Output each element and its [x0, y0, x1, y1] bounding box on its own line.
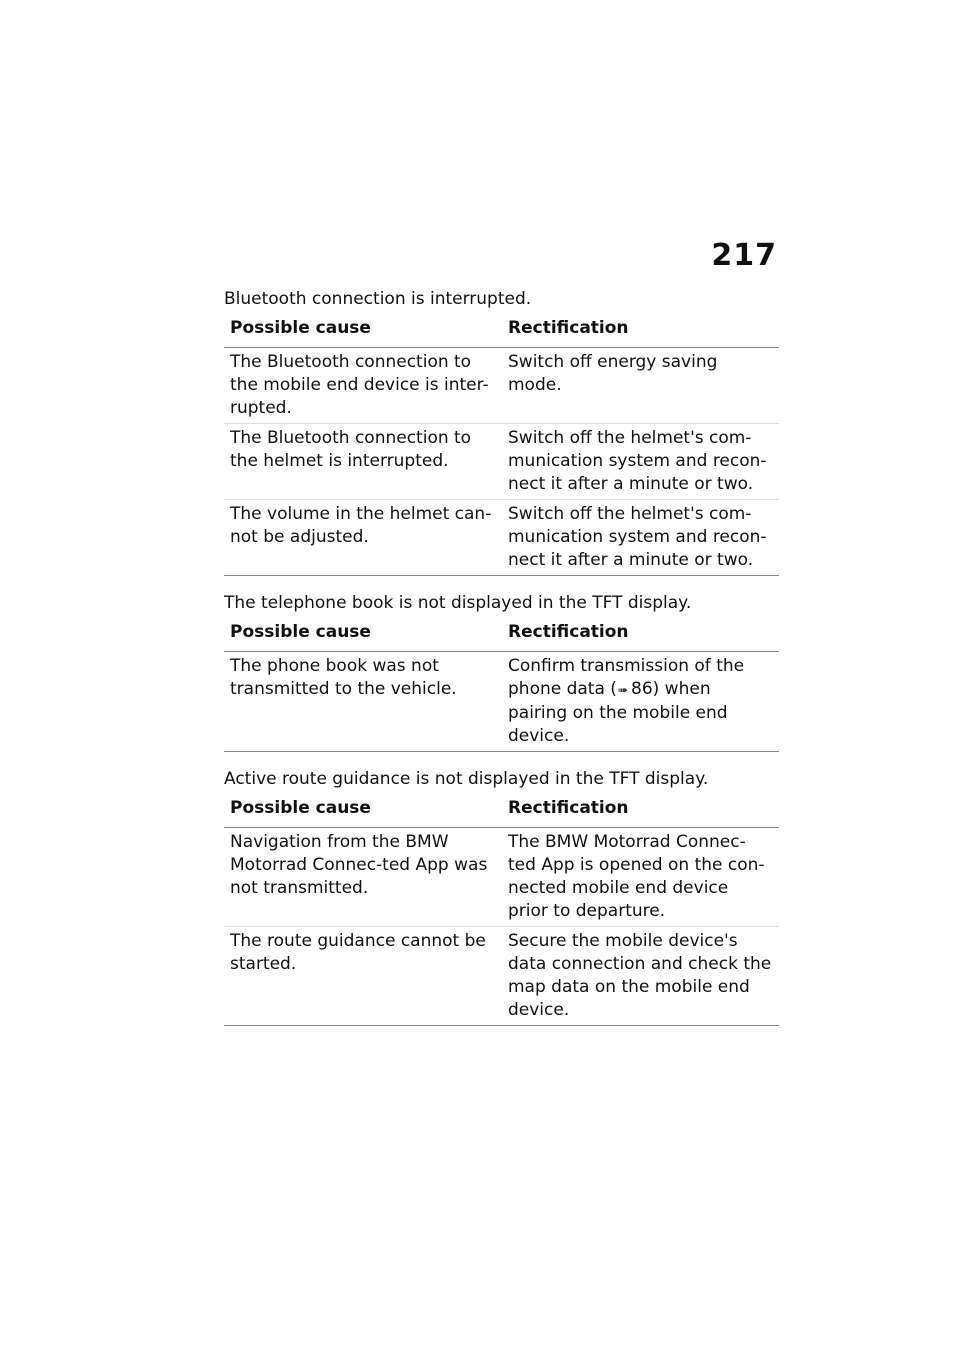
rectification-cell: The BMW Motorrad Connec-ted App is opened on the con-nected mobile end device prior to departure. — [502, 828, 779, 927]
header-possible-cause: Possible cause — [224, 795, 502, 828]
cause-cell: The volume in the helmet can-not be adjusted. — [224, 500, 502, 576]
page-reference-arrow-icon: ➠ — [617, 683, 628, 697]
header-rectification: Rectification — [502, 795, 779, 828]
rectification-cell: Switch off the helmet's com-munication system and recon-nect it after a minute or two. — [502, 500, 779, 576]
header-possible-cause: Possible cause — [224, 315, 502, 348]
rectification-cell: Switch off the helmet's com-munication system and recon-nect it after a minute or two. — [502, 424, 779, 500]
troubleshooting-content — [224, 288, 779, 1042]
table-row — [224, 652, 779, 752]
page-reference-link[interactable]: 86 — [631, 679, 653, 699]
table-row — [224, 500, 779, 576]
section-bluetooth — [224, 288, 779, 576]
troubleshooting-table — [224, 315, 779, 576]
cause-cell: Navigation from the BMW Motorrad Connec-ted App was not transmitted. — [224, 828, 502, 927]
rectification-cell: Secure the mobile device's data connection and check the map data on the mobile end device. — [502, 927, 779, 1026]
cause-cell: The Bluetooth connection to the mobile end device is inter-rupted. — [224, 348, 502, 424]
section-title: Active route guidance is not displayed in the TFT display. — [224, 769, 709, 789]
table-header-row — [224, 795, 779, 828]
section-route-guidance — [224, 768, 779, 1026]
rectification-text: ) when pairing on the mobile end device. — [508, 679, 728, 746]
cause-cell: The route guidance cannot be started. — [224, 927, 502, 1026]
page-number: 217 — [711, 238, 777, 273]
troubleshooting-table — [224, 619, 779, 752]
troubleshooting-table — [224, 795, 779, 1026]
table-row — [224, 424, 779, 500]
table-row — [224, 927, 779, 1026]
section-title: The telephone book is not displayed in the TFT display. — [224, 593, 692, 613]
section-phone-book — [224, 592, 779, 752]
table-row — [224, 828, 779, 927]
table-header-row — [224, 619, 779, 652]
header-rectification: Rectification — [502, 619, 779, 652]
table-row — [224, 348, 779, 424]
rectification-text: Confirm transmission of the phone data ( — [508, 656, 745, 699]
table-header-row — [224, 315, 779, 348]
cause-cell: The Bluetooth connection to the helmet is interrupted. — [224, 424, 502, 500]
header-rectification: Rectification — [502, 315, 779, 348]
header-possible-cause: Possible cause — [224, 619, 502, 652]
section-title: Bluetooth connection is interrupted. — [224, 289, 532, 309]
rectification-cell: Switch off energy saving mode. — [502, 348, 779, 424]
cause-cell: The phone book was not transmitted to the vehicle. — [224, 652, 502, 752]
rectification-cell — [502, 652, 779, 752]
